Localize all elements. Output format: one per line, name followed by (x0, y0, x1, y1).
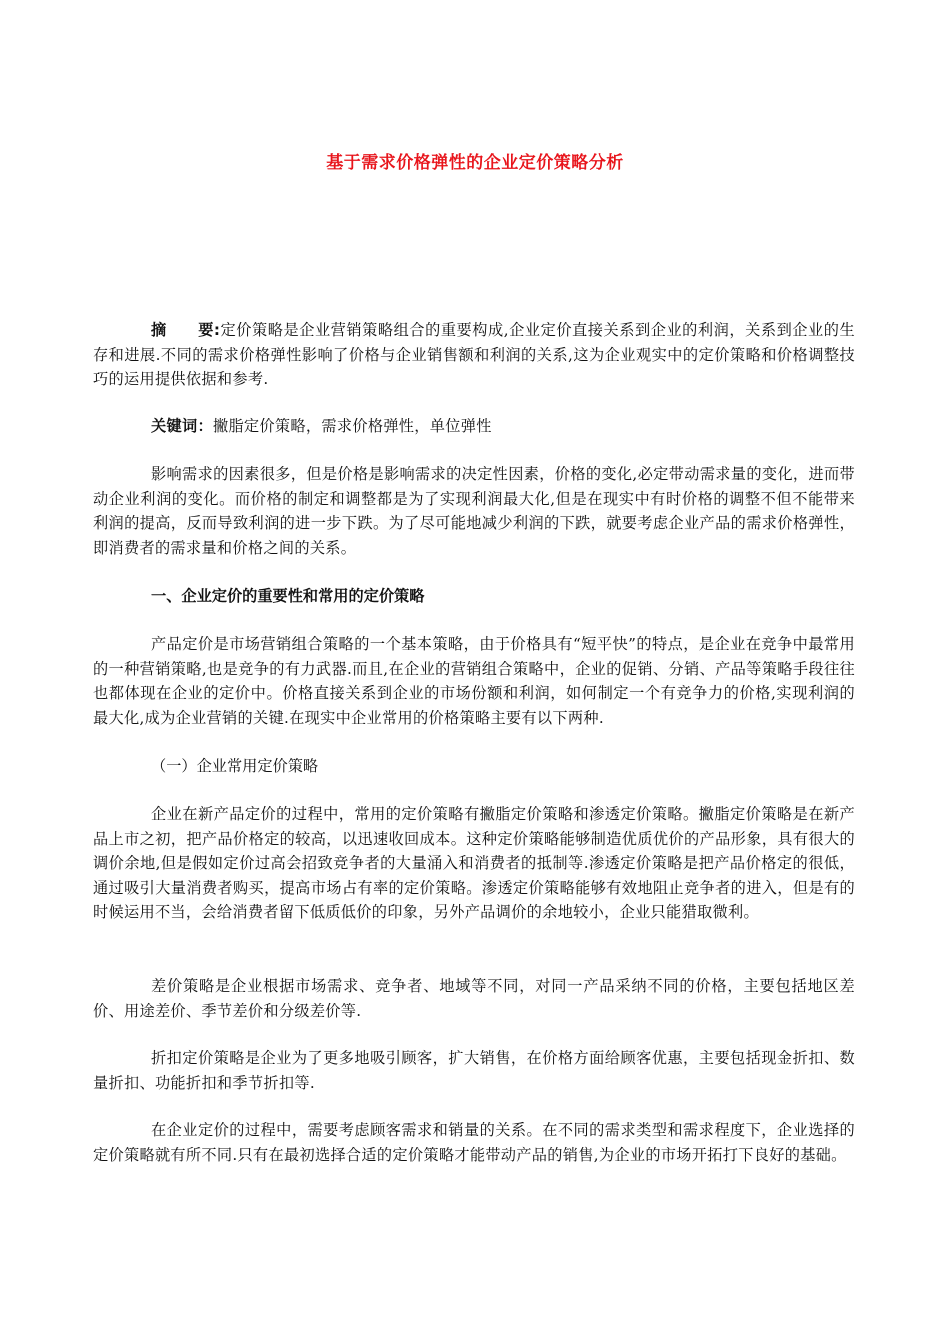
keywords-text: 撇脂定价策略，需求价格弹性，单位弹性 (212, 417, 492, 435)
abstract-text: 定价策略是企业营销策略组合的重要构成,企业定价直接关系到企业的利润，关系到企业的生存和进展.不同的需求价格弹性影响了价格与企业销售额和利润的关系,这为企业观实中的定价策略和价格调整技巧的运用提供依据和参考. (93, 321, 855, 388)
abstract-paragraph (93, 318, 855, 392)
body-paragraph: 在企业定价的过程中，需要考虑顾客需求和销量的关系。在不同的需求类型和需求程度下，企业选择的定价策略就有所不同.只有在最初选择合适的定价策略才能带动产品的销售,为企业的市场开拓打下良好的基础。 (93, 1121, 855, 1164)
body-paragraph: 折扣定价策略是企业为了更多地吸引顾客，扩大销售，在价格方面给顾客优惠，主要包括现金折扣、数量折扣、功能折扣和季节折扣等. (93, 1049, 855, 1092)
intro-paragraph: 影响需求的因素很多，但是价格是影响需求的决定性因素，价格的变化,必定带动需求量的变化，进而带动企业利润的变化。而价格的制定和调整都是为了实现利润最大化,但是在现实中有时价格的调整不但不能带来利润的提高，反而导致利润的进一步下跌。为了尽可能地减少利润的下跌，就要考虑企业产品的需求价格弹性，即消费者的需求量和价格之间的关系。 (93, 465, 855, 557)
keywords-label: 关键词： (151, 417, 213, 435)
section-paragraph: 产品定价是市场营销组合策略的一个基本策略，由于价格具有“短平快”的特点，是企业在竞争中最常用的一种营销策略,也是竞争的有力武器.而且,在企业的营销组合策略中，企业的促销、分销、产品等策略手段往往也都体现在企业的定价中。价格直接关系到企业的市场份额和利润，如何制定一个有竞争力的价格,实现利润的最大化,成为企业营销的关键.在现实中企业常用的价格策略主要有以下两种. (93, 635, 855, 727)
document-title: 基于需求价格弹性的企业定价策略分析 (326, 153, 624, 173)
keywords-paragraph (93, 414, 855, 439)
body-paragraph: 企业在新产品定价的过程中，常用的定价策略有撇脂定价策略和渗透定价策略。撇脂定价策略是在新产品上市之初，把产品价格定的较高，以迅速收回成本。这种定价策略能够制造优质优价的产品形象，具有很大的调价余地,但是假如定价过高会招致竞争者的大量涌入和消费者的抵制等.渗透定价策略是把产品价格定的很低，通过吸引大量消费者购买，提高市场占有率的定价策略。渗透定价策略能够有效地阻止竞争者的进入，但是有的时候运用不当，会给消费者留下低质低价的印象，另外产品调价的余地较小，企业只能猎取微利。 (93, 805, 855, 921)
body-paragraph: 差价策略是企业根据市场需求、竞争者、地域等不同，对同一产品采纳不同的价格，主要包括地区差价、用途差价、季节差价和分级差价等. (93, 977, 855, 1020)
section-heading: 一、企业定价的重要性和常用的定价策略 (151, 587, 425, 605)
subsection-heading: （一）企业常用定价策略 (151, 757, 319, 775)
abstract-label: 摘 要: (151, 321, 221, 339)
